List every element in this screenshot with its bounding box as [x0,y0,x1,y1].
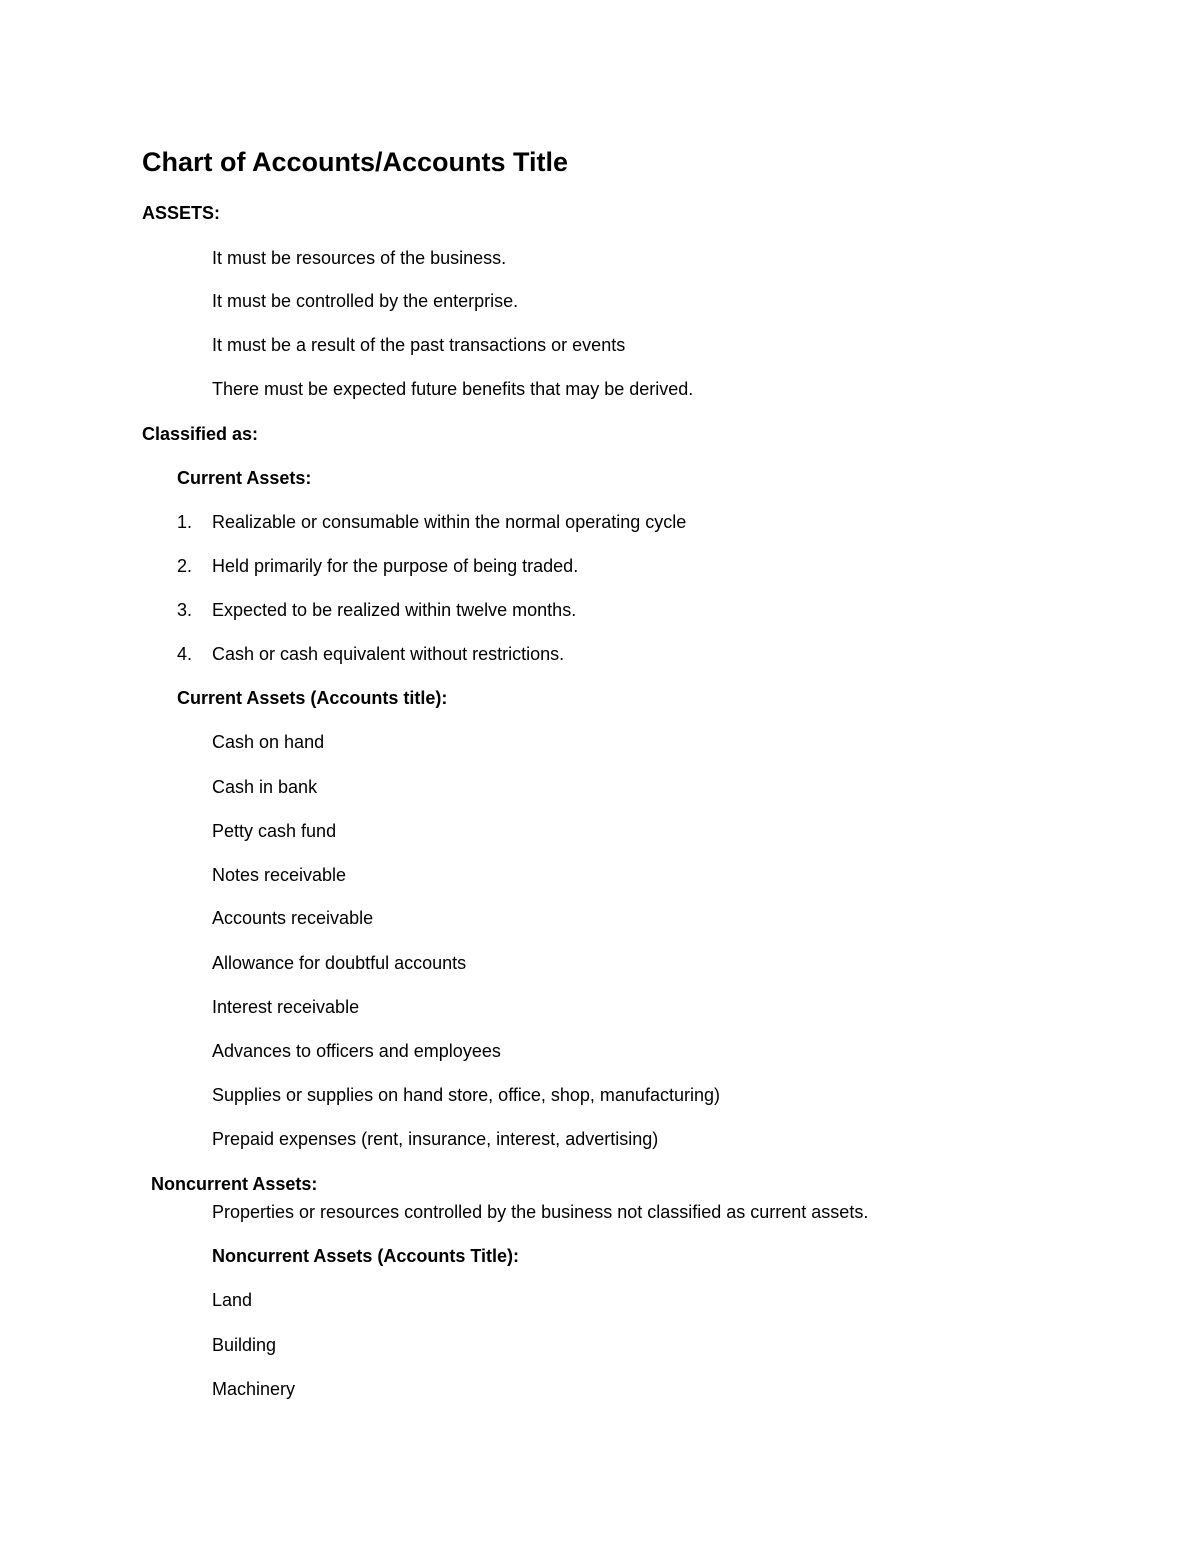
account-title: Interest receivable [212,997,360,1017]
account-title: Prepaid expenses (rent, insurance, interest, advertising) [212,1129,659,1149]
asset-criterion: There must be expected future benefits that may be derived. [212,379,694,399]
account-title: Cash in bank [212,777,318,797]
account-title: Building [212,1335,277,1355]
noncurrent-assets-heading: Noncurrent Assets: [151,1174,318,1194]
list-number: 4. [177,644,193,664]
account-title: Advances to officers and employees [212,1041,501,1061]
list-number: 1. [177,512,193,532]
list-number: 2. [177,556,193,576]
account-title: Cash on hand [212,732,325,752]
document-title: Chart of Accounts/Accounts Title [142,147,569,177]
account-title: Machinery [212,1379,296,1399]
asset-criterion: It must be resources of the business. [212,248,507,268]
current-asset-criterion: Realizable or consumable within the normal operating cycle [212,512,687,532]
classified-heading: Classified as: [142,424,259,444]
current-asset-criterion: Held primarily for the purpose of being traded. [212,556,579,576]
asset-criterion: It must be controlled by the enterprise. [212,291,519,311]
account-title: Notes receivable [212,865,347,885]
account-title: Supplies or supplies on hand store, office, shop, manufacturing) [212,1085,720,1105]
assets-heading: ASSETS: [142,203,221,223]
account-title: Allowance for doubtful accounts [212,953,467,973]
account-title: Petty cash fund [212,821,337,841]
list-number: 3. [177,600,193,620]
current-assets-heading: Current Assets: [177,468,312,488]
current-asset-criterion: Cash or cash equivalent without restrictions. [212,644,565,664]
current-asset-criterion: Expected to be realized within twelve months. [212,600,577,620]
asset-criterion: It must be a result of the past transactions or events [212,335,626,355]
noncurrent-assets-titles-heading: Noncurrent Assets (Accounts Title): [212,1246,520,1266]
account-title: Accounts receivable [212,908,374,928]
current-assets-titles-heading: Current Assets (Accounts title): [177,688,448,708]
noncurrent-assets-definition: Properties or resources controlled by the business not classified as current assets. [212,1202,869,1222]
account-title: Land [212,1290,253,1310]
